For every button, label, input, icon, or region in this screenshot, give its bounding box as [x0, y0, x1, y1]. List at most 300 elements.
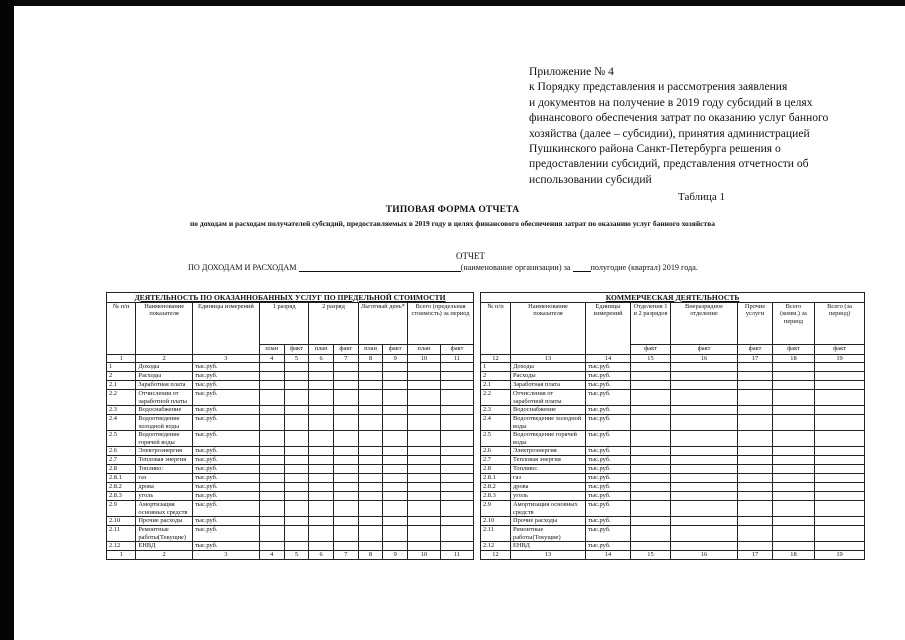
value-cell[interactable]	[284, 542, 309, 551]
value-cell[interactable]	[408, 526, 441, 542]
value-cell[interactable]	[358, 517, 383, 526]
value-cell[interactable]	[333, 431, 358, 447]
table-row	[107, 542, 474, 551]
value-cell[interactable]	[259, 390, 284, 406]
value-cell[interactable]	[259, 492, 284, 501]
value-cell[interactable]	[408, 415, 441, 431]
column-number: 7	[333, 355, 358, 363]
value-cell[interactable]	[333, 415, 358, 431]
value-cell[interactable]	[631, 492, 671, 501]
value-cell[interactable]	[309, 483, 334, 492]
column-number: 5	[284, 551, 309, 559]
value-cell[interactable]	[383, 415, 408, 431]
value-cell[interactable]	[815, 542, 865, 551]
value-cell[interactable]	[358, 542, 383, 551]
value-cell[interactable]	[284, 526, 309, 542]
value-cell[interactable]	[333, 492, 358, 501]
value-cell[interactable]	[440, 465, 473, 474]
value-cell[interactable]	[440, 372, 473, 381]
row-name: Электроэнергия	[136, 447, 192, 456]
column-number: 13	[511, 551, 586, 559]
value-cell[interactable]	[631, 517, 671, 526]
value-cell[interactable]	[284, 465, 309, 474]
value-cell[interactable]	[259, 465, 284, 474]
column-number-row	[481, 551, 865, 559]
value-cell[interactable]	[671, 415, 738, 431]
table-label: Таблица 1	[678, 191, 726, 203]
value-cell[interactable]	[358, 381, 383, 390]
value-cell[interactable]	[815, 483, 865, 492]
grade2-header: 2 разряд	[309, 303, 358, 345]
value-cell[interactable]	[284, 456, 309, 465]
value-cell[interactable]	[284, 390, 309, 406]
plan-header: план	[358, 345, 383, 355]
row-name: Амортизация основных средств	[511, 501, 586, 517]
value-cell[interactable]	[671, 483, 738, 492]
value-cell[interactable]	[383, 390, 408, 406]
value-cell[interactable]	[408, 465, 441, 474]
value-cell[interactable]	[358, 465, 383, 474]
value-cell[interactable]	[333, 363, 358, 372]
column-number: 8	[358, 551, 383, 559]
row-name: Водоснабжение	[511, 406, 586, 415]
value-cell[interactable]	[815, 501, 865, 517]
table-row	[481, 456, 865, 465]
value-cell[interactable]	[284, 517, 309, 526]
value-cell[interactable]	[773, 501, 815, 517]
appendix-line: Пушкинского района Санкт-Петербурга решения о	[529, 142, 781, 156]
value-cell[interactable]	[815, 390, 865, 406]
half-year-field[interactable]	[573, 262, 591, 272]
row-num: 2.11	[107, 526, 136, 542]
value-cell[interactable]	[408, 381, 441, 390]
value-cell[interactable]	[671, 363, 738, 372]
row-unit: тыс.руб.	[586, 363, 631, 372]
value-cell[interactable]	[815, 431, 865, 447]
value-cell[interactable]	[358, 390, 383, 406]
value-cell[interactable]	[259, 363, 284, 372]
left-report-table	[106, 292, 474, 560]
column-number: 3	[192, 355, 259, 363]
value-cell[interactable]	[383, 517, 408, 526]
table-row	[481, 526, 865, 542]
value-cell[interactable]	[773, 483, 815, 492]
row-unit: тыс.руб.	[192, 363, 259, 372]
row-name: Водоснабжение	[136, 406, 192, 415]
value-cell[interactable]	[738, 492, 773, 501]
value-cell[interactable]	[383, 363, 408, 372]
row-name: Водоотведение холодной воды	[511, 415, 586, 431]
table-row	[481, 492, 865, 501]
value-cell[interactable]	[383, 483, 408, 492]
value-cell[interactable]	[333, 447, 358, 456]
value-cell[interactable]	[440, 492, 473, 501]
value-cell[interactable]	[773, 372, 815, 381]
value-cell[interactable]	[408, 406, 441, 415]
value-cell[interactable]	[440, 390, 473, 406]
value-cell[interactable]	[284, 492, 309, 501]
value-cell[interactable]	[309, 372, 334, 381]
value-cell[interactable]	[259, 501, 284, 517]
table-row	[481, 501, 865, 517]
value-cell[interactable]	[333, 372, 358, 381]
value-cell[interactable]	[259, 415, 284, 431]
value-cell[interactable]	[738, 406, 773, 415]
value-cell[interactable]	[309, 465, 334, 474]
value-cell[interactable]	[408, 431, 441, 447]
value-cell[interactable]	[333, 390, 358, 406]
value-cell[interactable]	[383, 474, 408, 483]
value-cell[interactable]	[383, 492, 408, 501]
value-cell[interactable]	[358, 415, 383, 431]
value-cell[interactable]	[815, 456, 865, 465]
value-cell[interactable]	[309, 381, 334, 390]
value-cell[interactable]	[738, 363, 773, 372]
value-cell[interactable]	[440, 431, 473, 447]
value-cell[interactable]	[773, 465, 815, 474]
value-cell[interactable]	[284, 483, 309, 492]
row-name: Электроэнергия	[511, 447, 586, 456]
row-unit: тыс.руб.	[192, 492, 259, 501]
value-cell[interactable]	[631, 474, 671, 483]
value-cell[interactable]	[631, 483, 671, 492]
value-cell[interactable]	[815, 465, 865, 474]
value-cell[interactable]	[333, 526, 358, 542]
value-cell[interactable]	[773, 381, 815, 390]
value-cell[interactable]	[815, 517, 865, 526]
value-cell[interactable]	[284, 501, 309, 517]
value-cell[interactable]	[738, 474, 773, 483]
value-cell[interactable]	[440, 447, 473, 456]
value-cell[interactable]	[309, 431, 334, 447]
value-cell[interactable]	[309, 517, 334, 526]
value-cell[interactable]	[773, 447, 815, 456]
value-cell[interactable]	[309, 542, 334, 551]
value-cell[interactable]	[383, 501, 408, 517]
value-cell[interactable]	[408, 474, 441, 483]
appendix-line: финансового обеспечения затрат по оказанию услуг банного	[529, 111, 829, 125]
value-cell[interactable]	[309, 406, 334, 415]
row-unit: тыс.руб.	[586, 517, 631, 526]
report-heading: ОТЧЕТ	[456, 251, 485, 261]
row-name: Отчисления от заработной платы	[136, 390, 192, 406]
column-number: 10	[408, 355, 441, 363]
value-cell[interactable]	[738, 390, 773, 406]
value-cell[interactable]	[671, 465, 738, 474]
value-cell[interactable]	[773, 431, 815, 447]
row-unit: тыс.руб.	[192, 456, 259, 465]
plan-header: план	[259, 345, 284, 355]
value-cell[interactable]	[671, 381, 738, 390]
value-cell[interactable]	[631, 465, 671, 474]
value-cell[interactable]	[333, 381, 358, 390]
value-cell[interactable]	[440, 501, 473, 517]
value-cell[interactable]	[358, 456, 383, 465]
value-cell[interactable]	[671, 406, 738, 415]
value-cell[interactable]	[631, 406, 671, 415]
value-cell[interactable]	[259, 483, 284, 492]
value-cell[interactable]	[631, 456, 671, 465]
value-cell[interactable]	[815, 415, 865, 431]
value-cell[interactable]	[284, 363, 309, 372]
value-cell[interactable]	[309, 474, 334, 483]
value-cell[interactable]	[408, 372, 441, 381]
column-number: 14	[586, 355, 631, 363]
value-cell[interactable]	[631, 526, 671, 542]
value-cell[interactable]	[815, 492, 865, 501]
value-cell[interactable]	[284, 447, 309, 456]
row-name: Расходы	[136, 372, 192, 381]
value-cell[interactable]	[738, 431, 773, 447]
total-comm-header: Всего (комм.) за период	[773, 303, 815, 345]
value-cell[interactable]	[738, 517, 773, 526]
value-cell[interactable]	[671, 372, 738, 381]
row-name: Ремонтные работы(Текущие)	[511, 526, 586, 542]
value-cell[interactable]	[309, 501, 334, 517]
value-cell[interactable]	[773, 474, 815, 483]
value-cell[interactable]	[358, 431, 383, 447]
value-cell[interactable]	[333, 542, 358, 551]
value-cell[interactable]	[631, 542, 671, 551]
row-num: 2.8.2	[107, 483, 136, 492]
row-name: Ремонтные работы(Текущие)	[136, 526, 192, 542]
row-num: 2.1	[481, 381, 511, 390]
value-cell[interactable]	[284, 415, 309, 431]
value-cell[interactable]	[408, 483, 441, 492]
value-cell[interactable]	[671, 542, 738, 551]
table-row	[481, 415, 865, 431]
value-cell[interactable]	[408, 390, 441, 406]
value-cell[interactable]	[358, 363, 383, 372]
value-cell[interactable]	[333, 406, 358, 415]
value-cell[interactable]	[259, 447, 284, 456]
value-cell[interactable]	[440, 526, 473, 542]
value-cell[interactable]	[773, 526, 815, 542]
value-cell[interactable]	[671, 492, 738, 501]
value-cell[interactable]	[440, 456, 473, 465]
value-cell[interactable]	[773, 517, 815, 526]
value-cell[interactable]	[383, 447, 408, 456]
value-cell[interactable]	[408, 363, 441, 372]
table-row	[481, 372, 865, 381]
value-cell[interactable]	[773, 456, 815, 465]
value-cell[interactable]	[440, 483, 473, 492]
value-cell[interactable]	[259, 542, 284, 551]
value-cell[interactable]	[773, 390, 815, 406]
value-cell[interactable]	[383, 431, 408, 447]
value-cell[interactable]	[408, 501, 441, 517]
value-cell[interactable]	[309, 447, 334, 456]
row-unit: тыс.руб.	[586, 526, 631, 542]
value-cell[interactable]	[309, 415, 334, 431]
value-cell[interactable]	[815, 474, 865, 483]
value-cell[interactable]	[815, 406, 865, 415]
column-number: 13	[511, 355, 586, 363]
value-cell[interactable]	[738, 415, 773, 431]
value-cell[interactable]	[671, 431, 738, 447]
appendix-line: Приложение № 4	[529, 65, 614, 78]
value-cell[interactable]	[440, 542, 473, 551]
col-name-header: Наименование показателя	[511, 303, 586, 355]
value-cell[interactable]	[309, 390, 334, 406]
value-cell[interactable]	[738, 372, 773, 381]
scan-left-edge	[0, 0, 14, 640]
value-cell[interactable]	[333, 465, 358, 474]
column-number: 2	[136, 355, 192, 363]
value-cell[interactable]	[383, 542, 408, 551]
value-cell[interactable]	[358, 492, 383, 501]
value-cell[interactable]	[259, 526, 284, 542]
value-cell[interactable]	[815, 447, 865, 456]
value-cell[interactable]	[631, 390, 671, 406]
value-cell[interactable]	[408, 456, 441, 465]
value-cell[interactable]	[773, 406, 815, 415]
table-row	[481, 390, 865, 406]
value-cell[interactable]	[408, 517, 441, 526]
value-cell[interactable]	[383, 456, 408, 465]
value-cell[interactable]	[358, 501, 383, 517]
value-cell[interactable]	[333, 474, 358, 483]
row-unit: тыс.руб.	[586, 390, 631, 406]
value-cell[interactable]	[738, 542, 773, 551]
org-name-field[interactable]	[299, 262, 461, 272]
value-cell[interactable]	[259, 372, 284, 381]
value-cell[interactable]	[440, 363, 473, 372]
value-cell[interactable]	[358, 474, 383, 483]
appendix-block	[529, 64, 869, 187]
value-cell[interactable]	[259, 517, 284, 526]
row-num: 2.6	[107, 447, 136, 456]
value-cell[interactable]	[671, 501, 738, 517]
value-cell[interactable]	[358, 447, 383, 456]
value-cell[interactable]	[738, 465, 773, 474]
right-section-title: КОММЕРЧЕСКАЯ ДЕЯТЕЛЬНОСТЬ	[481, 293, 865, 303]
table-row	[481, 447, 865, 456]
row-unit: тыс.руб.	[586, 381, 631, 390]
value-cell[interactable]	[671, 456, 738, 465]
value-cell[interactable]	[383, 526, 408, 542]
value-cell[interactable]	[284, 474, 309, 483]
value-cell[interactable]	[671, 447, 738, 456]
value-cell[interactable]	[738, 456, 773, 465]
value-cell[interactable]	[383, 406, 408, 415]
row-num: 2.10	[481, 517, 511, 526]
value-cell[interactable]	[358, 372, 383, 381]
column-number: 4	[259, 355, 284, 363]
value-cell[interactable]	[815, 372, 865, 381]
row-unit: тыс.руб.	[586, 501, 631, 517]
value-cell[interactable]	[333, 483, 358, 492]
value-cell[interactable]	[358, 526, 383, 542]
value-cell[interactable]	[358, 406, 383, 415]
row-unit: тыс.руб.	[586, 431, 631, 447]
row-num: 2.10	[107, 517, 136, 526]
value-cell[interactable]	[383, 381, 408, 390]
row-unit: тыс.руб.	[192, 415, 259, 431]
value-cell[interactable]	[408, 447, 441, 456]
value-cell[interactable]	[259, 406, 284, 415]
value-cell[interactable]	[440, 381, 473, 390]
value-cell[interactable]	[284, 406, 309, 415]
value-cell[interactable]	[631, 501, 671, 517]
value-cell[interactable]	[440, 517, 473, 526]
value-cell[interactable]	[259, 381, 284, 390]
table-row	[107, 456, 474, 465]
value-cell[interactable]	[259, 431, 284, 447]
fact-header: факт	[383, 345, 408, 355]
value-cell[interactable]	[671, 474, 738, 483]
value-cell[interactable]	[631, 381, 671, 390]
value-cell[interactable]	[309, 492, 334, 501]
value-cell[interactable]	[738, 483, 773, 492]
value-cell[interactable]	[671, 517, 738, 526]
value-cell[interactable]	[631, 372, 671, 381]
row-unit: тыс.руб.	[586, 492, 631, 501]
value-cell[interactable]	[738, 381, 773, 390]
value-cell[interactable]	[671, 390, 738, 406]
value-cell[interactable]	[815, 526, 865, 542]
value-cell[interactable]	[815, 381, 865, 390]
value-cell[interactable]	[440, 474, 473, 483]
value-cell[interactable]	[408, 542, 441, 551]
value-cell[interactable]	[440, 415, 473, 431]
column-number: 3	[192, 551, 259, 559]
value-cell[interactable]	[383, 372, 408, 381]
value-cell[interactable]	[259, 474, 284, 483]
value-cell[interactable]	[309, 456, 334, 465]
column-number: 6	[309, 355, 334, 363]
value-cell[interactable]	[631, 431, 671, 447]
row-num: 2.8.2	[481, 483, 511, 492]
table-row	[107, 483, 474, 492]
value-cell[interactable]	[773, 492, 815, 501]
value-cell[interactable]	[631, 415, 671, 431]
value-cell[interactable]	[284, 372, 309, 381]
value-cell[interactable]	[284, 431, 309, 447]
value-cell[interactable]	[358, 483, 383, 492]
value-cell[interactable]	[773, 363, 815, 372]
value-cell[interactable]	[284, 381, 309, 390]
value-cell[interactable]	[631, 447, 671, 456]
row-num: 2.8	[481, 465, 511, 474]
value-cell[interactable]	[671, 526, 738, 542]
value-cell[interactable]	[738, 526, 773, 542]
value-cell[interactable]	[738, 447, 773, 456]
table-row	[107, 363, 474, 372]
value-cell[interactable]	[408, 492, 441, 501]
value-cell[interactable]	[333, 501, 358, 517]
row-unit: тыс.руб.	[192, 483, 259, 492]
fact-header: факт	[440, 345, 473, 355]
value-cell[interactable]	[773, 415, 815, 431]
value-cell[interactable]	[259, 456, 284, 465]
value-cell[interactable]	[383, 465, 408, 474]
row-unit: тыс.руб.	[192, 372, 259, 381]
row-unit: тыс.руб.	[192, 381, 259, 390]
value-cell[interactable]	[440, 406, 473, 415]
value-cell[interactable]	[309, 526, 334, 542]
row-name: Расходы	[511, 372, 586, 381]
value-cell[interactable]	[738, 501, 773, 517]
value-cell[interactable]	[333, 517, 358, 526]
value-cell[interactable]	[333, 456, 358, 465]
value-cell[interactable]	[309, 363, 334, 372]
value-cell[interactable]	[815, 363, 865, 372]
value-cell[interactable]	[773, 542, 815, 551]
value-cell[interactable]	[631, 363, 671, 372]
row-name: газ	[511, 474, 586, 483]
row-name: дрова	[511, 483, 586, 492]
